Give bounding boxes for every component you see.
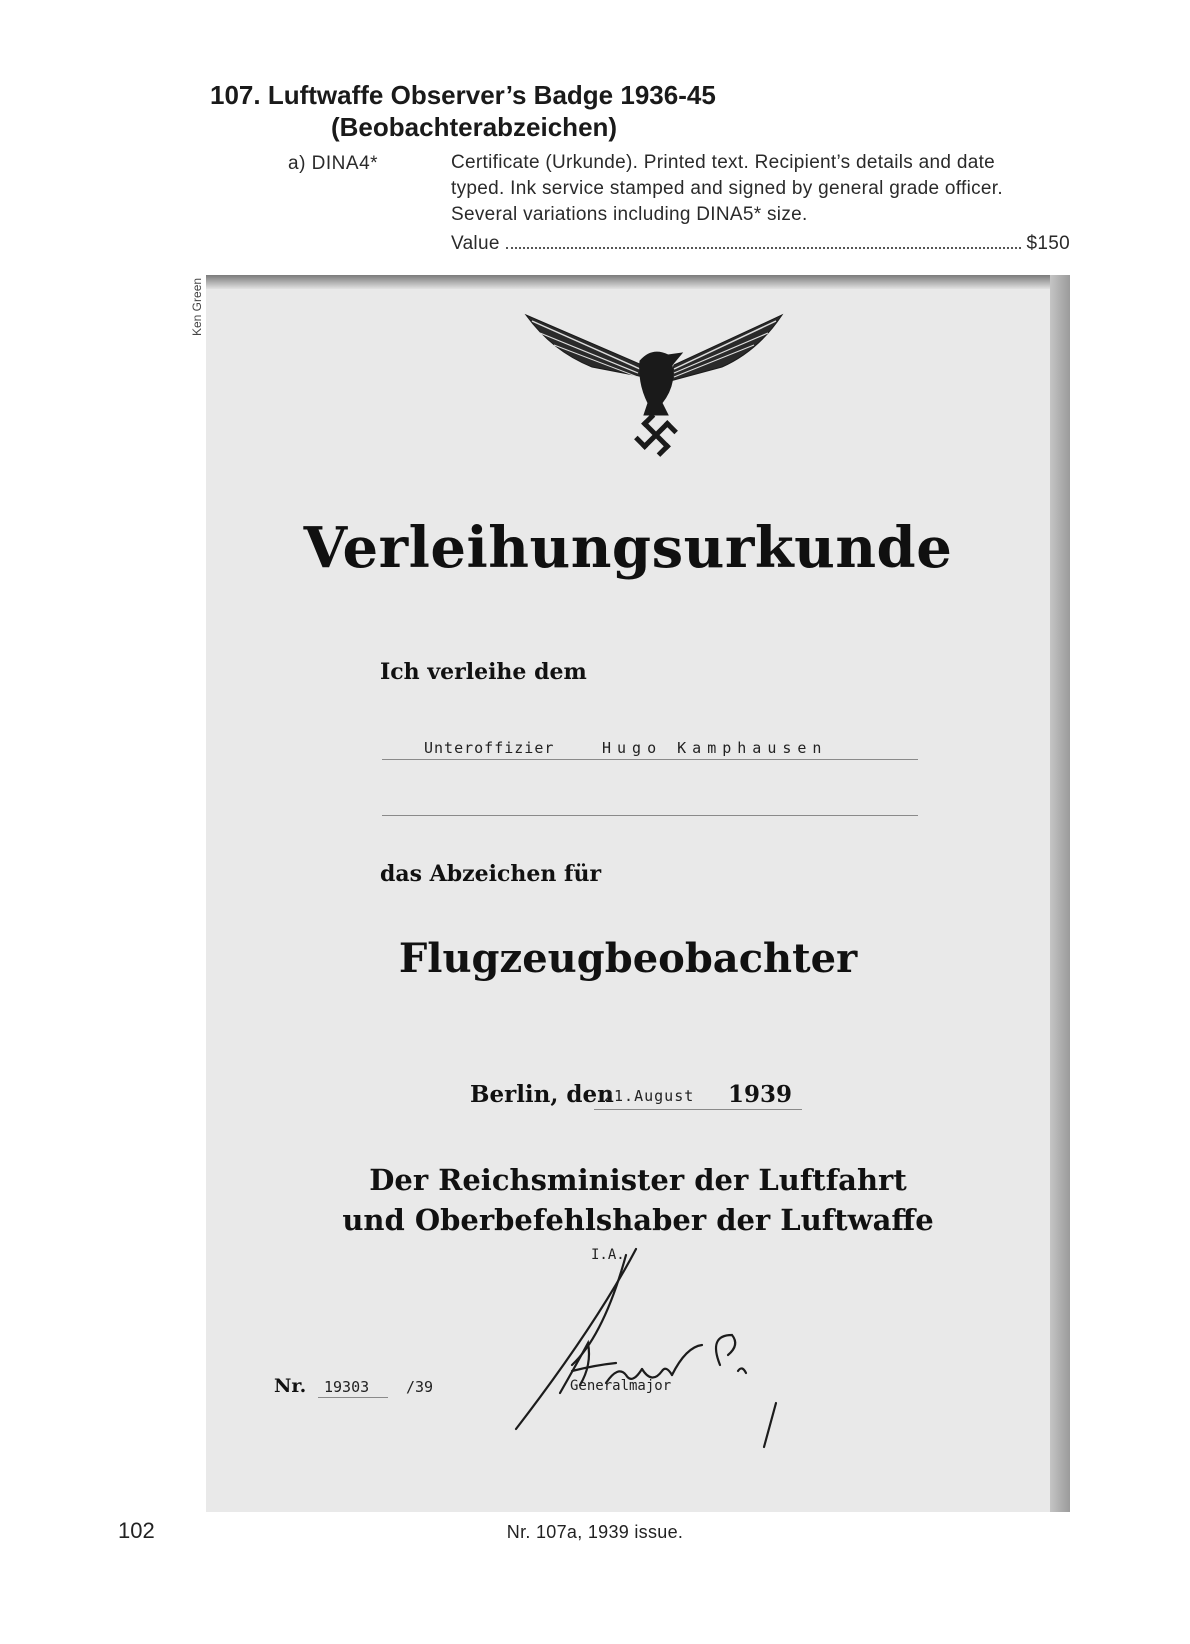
place-line: Berlin, den bbox=[470, 1081, 614, 1108]
value-amount: $150 bbox=[1026, 233, 1070, 254]
date-year: 1939 bbox=[728, 1081, 793, 1108]
recipient-underline bbox=[382, 759, 918, 760]
certificate-photo bbox=[206, 275, 1070, 1512]
badge-line: das Abzeichen für bbox=[380, 861, 602, 887]
photo-edge-shadow-top bbox=[206, 275, 1070, 289]
badge-name: Flugzeugbeobachter bbox=[398, 935, 858, 982]
variant-label: a) DINA4* bbox=[288, 153, 379, 174]
signer-rank: Generalmajor bbox=[570, 1378, 672, 1394]
blank-underline bbox=[382, 815, 918, 816]
leader-dots bbox=[506, 247, 1021, 249]
figure-caption: Nr. 107a, 1939 issue. bbox=[506, 1522, 684, 1542]
entry-subtitle: (Beobachterabzeichen) bbox=[331, 112, 618, 142]
certificate-number: 19303 bbox=[324, 1378, 370, 1396]
typed-date: 21.August bbox=[604, 1087, 695, 1105]
handwritten-signature-icon bbox=[476, 1215, 816, 1455]
certificate-number-suffix: /39 bbox=[406, 1378, 434, 1396]
ia-mark: I.A. bbox=[591, 1247, 625, 1263]
recipient-name: Hugo Kamphausen bbox=[602, 739, 828, 757]
date-underline bbox=[594, 1109, 802, 1110]
number-label: Nr. bbox=[274, 1375, 307, 1397]
number-underline bbox=[318, 1397, 388, 1398]
certificate-title: Verleihungsurkunde bbox=[303, 515, 953, 581]
value-label: Value bbox=[451, 233, 500, 254]
entry-title: 107. Luftwaffe Observer’s Badge 1936-45 bbox=[210, 80, 716, 110]
authority-line-1: Der Reichsminister der Luftfahrt bbox=[369, 1163, 907, 1197]
value-row bbox=[451, 231, 1070, 257]
variant-description: Certificate (Urkunde). Printed text. Recipient’s details and date typed. Ink service stamped and signed by general grade officer. Several variations including DINA5* size. bbox=[451, 152, 1003, 225]
photo-credit: Ken Green bbox=[190, 277, 204, 336]
page-number: 102 bbox=[118, 1518, 155, 1543]
recipient-rank: Unteroffizier bbox=[424, 739, 555, 757]
conferred-line: Ich verleihe dem bbox=[380, 659, 587, 685]
luftwaffe-eagle-emblem-icon bbox=[522, 311, 786, 461]
photo-edge-shadow-right bbox=[1050, 275, 1070, 1512]
authority-line-2: und Oberbefehlshaber der Luftwaffe bbox=[342, 1203, 934, 1237]
